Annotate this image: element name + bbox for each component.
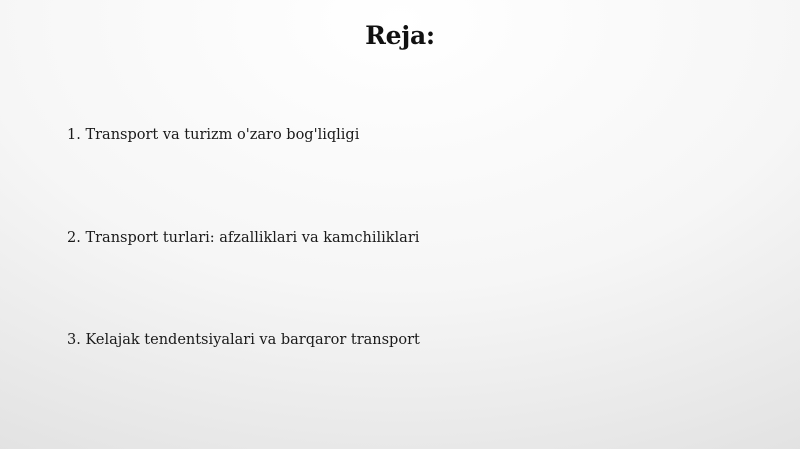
plan-item-3: 3. Kelajak tendentsiyalari va barqaror transport [67,332,420,348]
slide-title: Reja: [365,21,435,50]
plan-item-2: 2. Transport turlari: afzalliklari va kamchiliklari [67,230,420,246]
plan-item-1: 1. Transport va turizm o'zaro bog'liqligi [67,127,360,143]
